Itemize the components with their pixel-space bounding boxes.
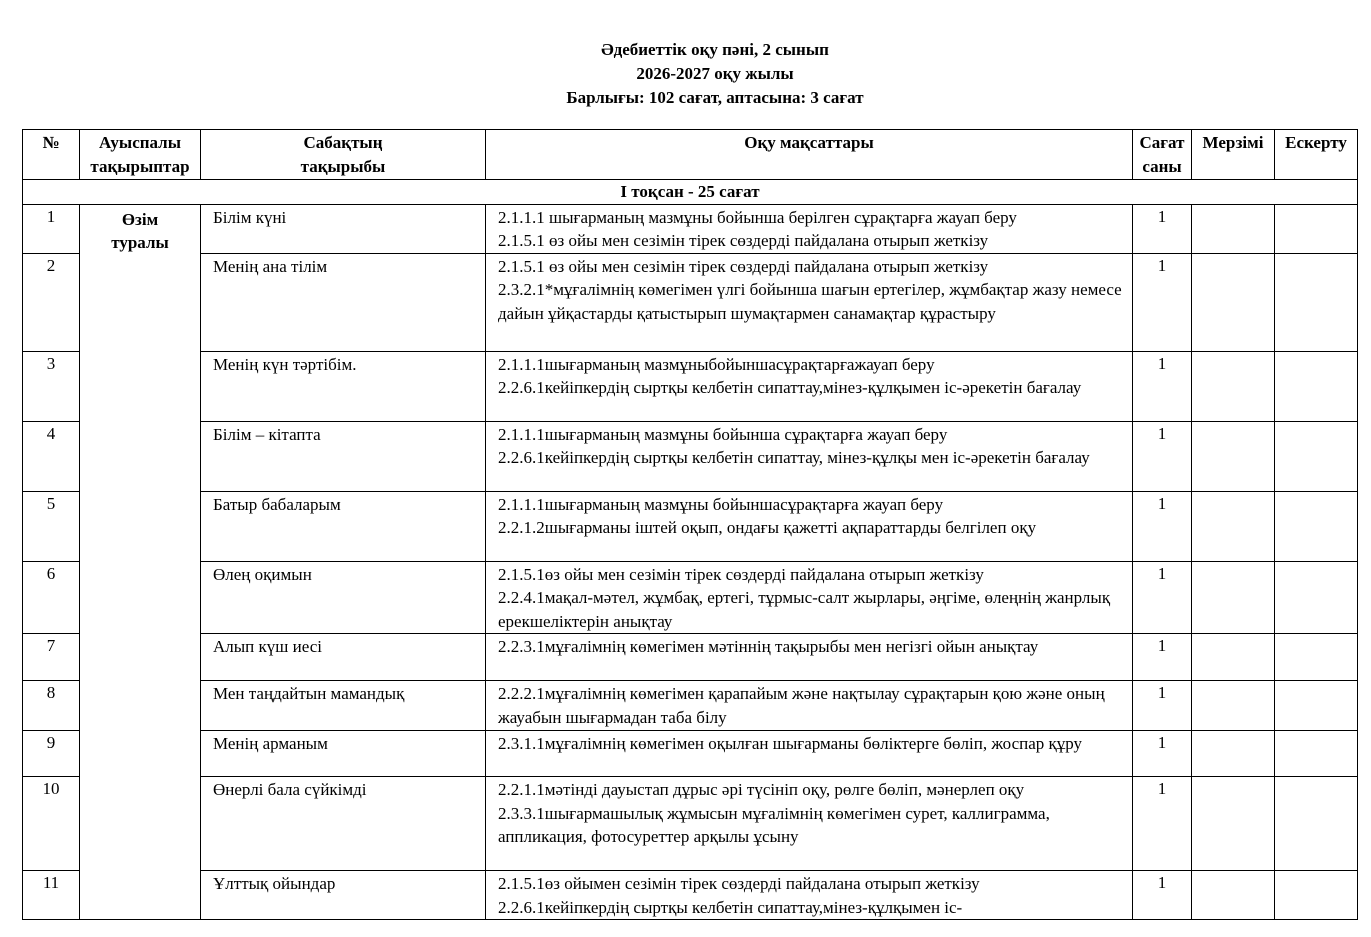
date-cell bbox=[1192, 491, 1275, 561]
learning-objective: 2.1.5.1өз ойы мен сезімін тірек сөздерді пайдалана отырып жеткізу bbox=[498, 564, 984, 584]
hours-count: 1 bbox=[1133, 634, 1192, 681]
quarter-title: I тоқсан - 25 сағат bbox=[23, 180, 1358, 205]
table-row bbox=[23, 351, 1358, 421]
column-header-topics-line1: Ауыспалы bbox=[98, 133, 181, 152]
hours-summary: Барлығы: 102 сағат, аптасына: 3 сағат bbox=[566, 88, 864, 107]
lesson-topic: Батыр бабаларым bbox=[201, 491, 486, 561]
date-cell bbox=[1192, 634, 1275, 681]
lesson-number: 3 bbox=[23, 351, 80, 421]
learning-objective: 2.3.3.1шығармашылық жұмысын мұғалімнің көмегімен сурет, каллиграмма, bbox=[498, 803, 1050, 823]
date-cell bbox=[1192, 421, 1275, 491]
column-header-hours-line2: саны bbox=[1142, 156, 1182, 176]
lesson-topic: Білім күні bbox=[201, 204, 486, 253]
lesson-number: 5 bbox=[23, 491, 80, 561]
hours-count: 1 bbox=[1133, 351, 1192, 421]
note-cell bbox=[1275, 777, 1358, 871]
learning-objective: 2.1.1.1шығарманың мазмұны бойынша сұрақтарға жауап беру bbox=[498, 424, 948, 444]
learning-objective: аппликация, фотосуреттер арқылы ұсыну bbox=[498, 827, 799, 846]
learning-objective: 2.1.1.1шығарманың мазмұныбойыншасұрақтарғажауап беру bbox=[498, 354, 935, 374]
learning-objective: 2.2.4.1мақал-мәтел, жұмбақ, ертегі, тұрмыс-салт жырлары, әңгіме, өлеңнің жанрлық ерекшеліктерін анықтау bbox=[498, 588, 1111, 631]
learning-objective: 2.1.1.1 шығарманың мазмұны бойынша берілген сұрақтарға жауап беру bbox=[498, 207, 1017, 227]
lesson-number: 8 bbox=[23, 681, 80, 731]
column-header-lesson-line2: тақырыбы bbox=[300, 156, 386, 176]
hours-count: 1 bbox=[1133, 681, 1192, 731]
learning-objectives bbox=[486, 204, 1133, 253]
lesson-topic: Менің арманым bbox=[201, 731, 486, 777]
lesson-number: 1 bbox=[23, 204, 80, 253]
learning-objectives bbox=[486, 871, 1133, 920]
note-cell bbox=[1275, 491, 1358, 561]
learning-objective: 2.3.2.1*мұғалімнің көмегімен үлгі бойынша шағын ертегілер, жұмбақтар жазу немесе дайын ұйқастарды қатыстырып шумақтармен санамақтар құрастыру bbox=[498, 280, 1122, 323]
lesson-topic: Менің күн тәртібім. bbox=[201, 351, 486, 421]
learning-objectives bbox=[486, 634, 1133, 681]
lesson-number: 4 bbox=[23, 421, 80, 491]
note-cell bbox=[1275, 871, 1358, 920]
learning-objectives bbox=[486, 681, 1133, 731]
lesson-plan-table bbox=[22, 129, 1358, 920]
learning-objective: 2.2.3.1мұғалімнің көмегімен мәтіннің тақырыбы мен негізгі ойын анықтау bbox=[498, 637, 1039, 656]
learning-objective: 2.2.6.1кейіпкердің сыртқы келбетін сипаттау,мінез-құлқымен іс- bbox=[498, 897, 963, 917]
lesson-topic: Алып күш иесі bbox=[201, 634, 486, 681]
column-header-lesson-line1: Сабақтың bbox=[303, 133, 383, 152]
table-header-row bbox=[23, 130, 1358, 180]
note-cell bbox=[1275, 634, 1358, 681]
date-cell bbox=[1192, 351, 1275, 421]
hours-count: 1 bbox=[1133, 731, 1192, 777]
learning-objective: 2.2.1.2шығарманы іштей оқып, ондағы қажетті ақпараттарды белгілеп оқу bbox=[498, 518, 1037, 537]
subject-title: Әдебиеттік оқу пәні, 2 сынып bbox=[601, 40, 829, 59]
date-cell bbox=[1192, 253, 1275, 351]
lesson-topic: Өнерлі бала сүйкімді bbox=[201, 777, 486, 871]
hours-count: 1 bbox=[1133, 421, 1192, 491]
learning-objective: 2.3.1.1мұғалімнің көмегімен оқылған шығарманы бөліктерге бөліп, жоспар құру bbox=[498, 734, 1083, 753]
table-row bbox=[23, 491, 1358, 561]
lesson-number: 10 bbox=[23, 777, 80, 871]
column-header-number: № bbox=[23, 130, 80, 180]
lesson-topic: Өлең оқимын bbox=[201, 561, 486, 634]
learning-objectives bbox=[486, 421, 1133, 491]
date-cell bbox=[1192, 561, 1275, 634]
learning-objectives bbox=[486, 777, 1133, 871]
lesson-topic: Мен таңдайтын мамандық bbox=[201, 681, 486, 731]
learning-objective: 2.2.6.1кейіпкердің сыртқы келбетін сипаттау,мінез-құлқымен іс-әрекетін бағалау bbox=[498, 378, 1082, 397]
note-cell bbox=[1275, 561, 1358, 634]
hours-count: 1 bbox=[1133, 871, 1192, 920]
lesson-topic: Білім – кітапта bbox=[201, 421, 486, 491]
table-row bbox=[23, 871, 1358, 920]
lesson-topic: Менің ана тілім bbox=[201, 253, 486, 351]
table-row bbox=[23, 204, 1358, 253]
learning-objective: 2.1.5.1өз ойымен сезімін тірек сөздерді пайдалана отырып жеткізу bbox=[498, 874, 980, 893]
table-row bbox=[23, 561, 1358, 634]
table-row bbox=[23, 253, 1358, 351]
column-header-date: Мерзімі bbox=[1192, 130, 1275, 180]
learning-objectives bbox=[486, 561, 1133, 634]
learning-objective: 2.2.6.1кейіпкердің сыртқы келбетін сипаттау, мінез-құлқы мен іс-әрекетін бағалау bbox=[498, 448, 1090, 467]
table-row bbox=[23, 421, 1358, 491]
column-header-topics-line2: тақырыптар bbox=[90, 156, 190, 176]
column-header-lesson bbox=[201, 130, 486, 180]
lesson-number: 2 bbox=[23, 253, 80, 351]
lesson-number: 7 bbox=[23, 634, 80, 681]
learning-objectives bbox=[486, 253, 1133, 351]
hours-count: 1 bbox=[1133, 561, 1192, 634]
hours-count: 1 bbox=[1133, 253, 1192, 351]
column-header-hours bbox=[1133, 130, 1192, 180]
hours-count: 1 bbox=[1133, 777, 1192, 871]
column-header-hours-line1: Сағат bbox=[1139, 133, 1185, 152]
column-header-objectives: Оқу мақсаттары bbox=[486, 130, 1133, 180]
table-row bbox=[23, 681, 1358, 731]
date-cell bbox=[1192, 731, 1275, 777]
note-cell bbox=[1275, 351, 1358, 421]
learning-objective: 2.1.5.1 өз ойы мен сезімін тірек сөздерді пайдалана отырып жеткізу bbox=[498, 231, 989, 250]
hours-count: 1 bbox=[1133, 491, 1192, 561]
date-cell bbox=[1192, 681, 1275, 731]
lesson-number: 9 bbox=[23, 731, 80, 777]
date-cell bbox=[1192, 871, 1275, 920]
learning-objective: 2.1.5.1 өз ойы мен сезімін тірек сөздерді пайдалана отырып жеткізу bbox=[498, 256, 989, 276]
column-header-note: Ескерту bbox=[1275, 130, 1358, 180]
column-header-topics bbox=[80, 130, 201, 180]
learning-objectives bbox=[486, 351, 1133, 421]
table-row bbox=[23, 777, 1358, 871]
note-cell bbox=[1275, 421, 1358, 491]
lesson-topic: Ұлттық ойындар bbox=[201, 871, 486, 920]
learning-objective: 2.2.1.1мәтінді дауыстап дұрыс әрі түсініп оқу, рөлге бөліп, мәнерлеп оқу bbox=[498, 780, 1025, 799]
hours-count: 1 bbox=[1133, 204, 1192, 253]
note-cell bbox=[1275, 681, 1358, 731]
document-header bbox=[0, 38, 1371, 110]
academic-year: 2026-2027 оқу жылы bbox=[636, 64, 794, 83]
rotating-topic-line2: туралы bbox=[111, 233, 169, 252]
rotating-topic bbox=[80, 204, 201, 920]
lesson-number: 6 bbox=[23, 561, 80, 634]
learning-objectives bbox=[486, 731, 1133, 777]
rotating-topic-line1: Өзім bbox=[121, 209, 159, 229]
quarter-row bbox=[23, 180, 1358, 205]
learning-objectives bbox=[486, 491, 1133, 561]
table-row bbox=[23, 731, 1358, 777]
date-cell bbox=[1192, 204, 1275, 253]
table-row bbox=[23, 634, 1358, 681]
learning-objective: 2.1.1.1шығарманың мазмұны бойыншасұрақтарға жауап беру bbox=[498, 494, 944, 514]
learning-objective: 2.2.2.1мұғалімнің көмегімен қарапайым және нақтылау сұрақтарын қою және оның жауабын шығармадан таба білу bbox=[498, 684, 1105, 727]
note-cell bbox=[1275, 204, 1358, 253]
date-cell bbox=[1192, 777, 1275, 871]
lesson-number: 11 bbox=[23, 871, 80, 920]
note-cell bbox=[1275, 731, 1358, 777]
note-cell bbox=[1275, 253, 1358, 351]
